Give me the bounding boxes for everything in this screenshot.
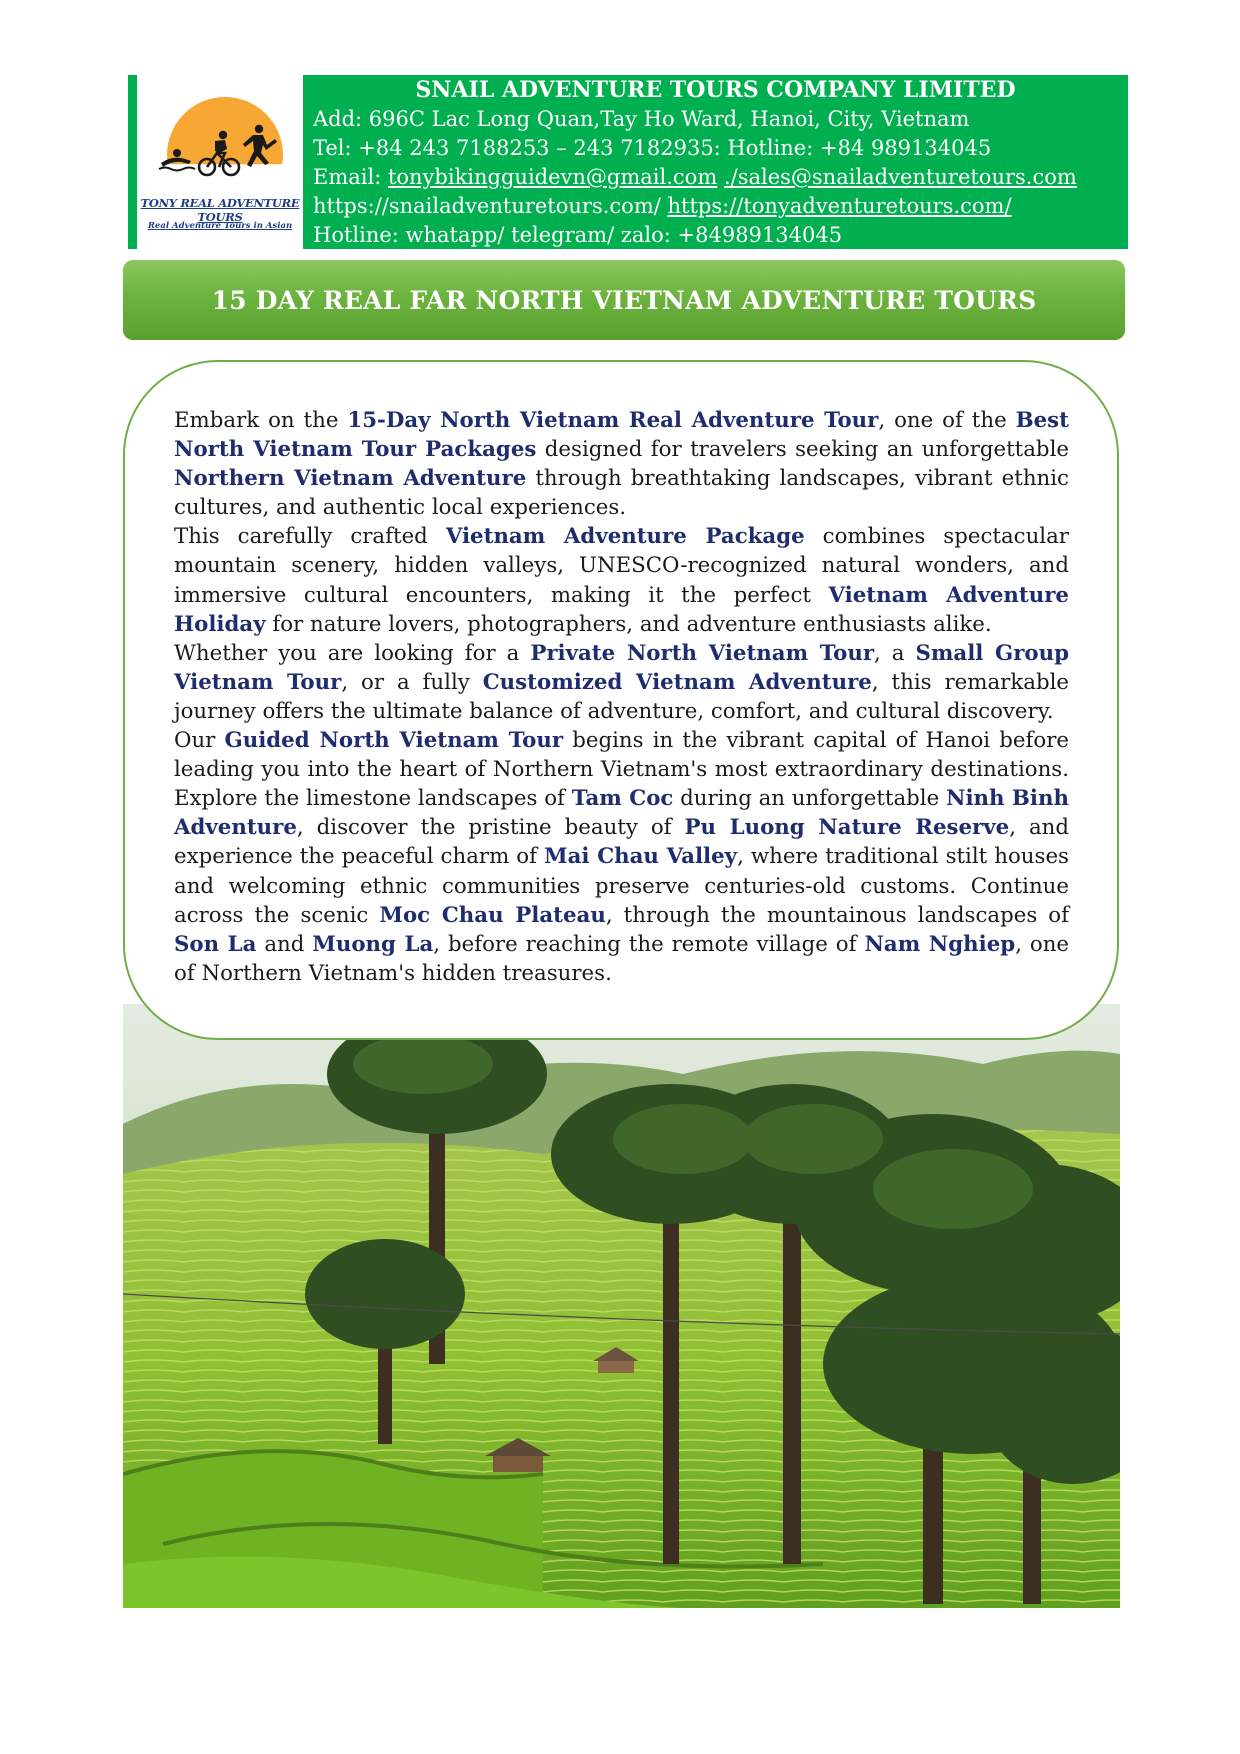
tour-title-banner [123,260,1125,340]
text-run: Whether you are looking for a [174,640,531,666]
email-label: Email: [313,165,388,189]
highlight-phrase: Son La [174,931,257,957]
highlight-phrase: Pu Luong Nature Reserve [684,815,1010,841]
highlight-phrase: Mai Chau Valley [544,844,738,870]
text-run: Our [174,728,225,754]
rice-terrace-photo [123,1004,1120,1608]
highlight-phrase: Ninh Binh Adventure [174,786,1069,841]
text-run: , and experience the peaceful charm of [174,815,1070,870]
text-run: designed for travelers seeking an unforgettable [536,437,1069,463]
tour-title: 15 DAY REAL FAR NORTH VIETNAM ADVENTURE TOURS [211,285,1037,315]
company-header [128,75,1128,249]
rice-terrace-illustration [123,1004,1120,1608]
tour-intro-box [123,360,1119,1040]
text-run: , through the mountainous landscapes of [605,902,1069,928]
text-run: through breathtaking landscapes, vibrant ethnic cultures, and authentic local experiences. [174,466,1069,521]
text-run: during an unforgettable [673,786,946,812]
intro-paragraph-2 [174,522,1069,638]
highlight-phrase: 15-Day North Vietnam Real Adventure Tour [347,408,879,433]
highlight-phrase: Muong La [312,931,434,957]
text-run: , a [874,640,916,666]
text-run: , before reaching the remote village of [433,931,865,957]
address-line: Add: 696C Lac Long Quan,Tay Ho Ward, Hanoi, City, Vietnam [313,107,970,131]
text-run: Embark on the [174,408,348,433]
highlight-phrase: Customized Vietnam Adventure [482,669,872,695]
header-accent-bar [128,75,137,249]
phone-line: Tel: +84 243 7188253 – 243 7182935: Hotline: +84 989134045 [313,136,992,160]
text-run: , or a fully [341,669,483,695]
text-run: combines spectacular mountain scenery, hidden valleys, UNESCO-recognized natural wonders, and immersive cultural encounters, making it the perfect [174,524,1069,608]
highlight-phrase: Vietnam Adventure Package [445,524,805,550]
text-run: , one of the [878,408,1016,433]
website-link-snail[interactable]: https://snailadventuretours.com/ [313,194,661,218]
highlight-phrase: Best North Vietnam Tour Packages [174,408,1069,463]
email-link-primary[interactable]: tonybikingguidevn@gmail.com [387,165,718,189]
text-run: This carefully crafted [174,524,446,550]
intro-paragraph-3 [174,639,1069,726]
website-line [313,192,1128,221]
tour-intro-text [174,406,1069,988]
contact-info-panel [303,75,1128,249]
text-run: , this remarkable journey offers the ultimate balance of adventure, comfort, and cultural discovery. [174,669,1069,724]
text-run: , one of Northern Vietnam's hidden treasures. [174,931,1070,986]
highlight-phrase: Northern Vietnam Adventure [174,466,527,492]
intro-paragraph-4 [174,726,1069,988]
text-run: and [256,931,313,957]
highlight-phrase: Guided North Vietnam Tour [224,728,564,754]
website-separator [661,194,668,218]
intro-paragraph-1 [174,406,1069,522]
highlight-phrase: Private North Vietnam Tour [530,640,875,666]
website-link-tony[interactable]: https://tonyadventuretours.com/ [667,194,1012,218]
highlight-phrase: Nam Nghiep [864,931,1016,957]
email-line [313,163,1128,192]
text-run: , discover the pristine beauty of [296,815,685,841]
text-run: begins in the vibrant capital of Hanoi before leading you into the heart of Northern Vietnam's most extraordinary destinations. Explore the limestone landscapes of [174,728,1069,812]
company-logo [137,75,303,249]
highlight-phrase: Vietnam Adventure Holiday [174,582,1069,637]
highlight-phrase: Tam Coc [571,786,674,812]
logo-slogan: Real Adventure Tours in Asian [147,221,293,231]
company-name: SNAIL ADVENTURE TOURS COMPANY LIMITED [415,77,1016,103]
logo-name: TONY REAL ADVENTURE TOURS [140,196,300,224]
highlight-phrase: Moc Chau Plateau [379,902,606,928]
email-separator [717,165,724,189]
hotline-line: Hotline: whatapp/ telegram/ zalo: +84989134045 [313,223,843,247]
highlight-phrase: Small Group Vietnam Tour [174,640,1069,695]
text-run: for nature lovers, photographers, and adventure enthusiasts alike. [265,611,992,637]
email-link-sales[interactable]: ./sales@snailadventuretours.com [723,165,1077,189]
text-run: , where traditional stilt houses and welcoming ethnic communities preserve centuries-old customs. Continue across the scenic [174,844,1069,928]
